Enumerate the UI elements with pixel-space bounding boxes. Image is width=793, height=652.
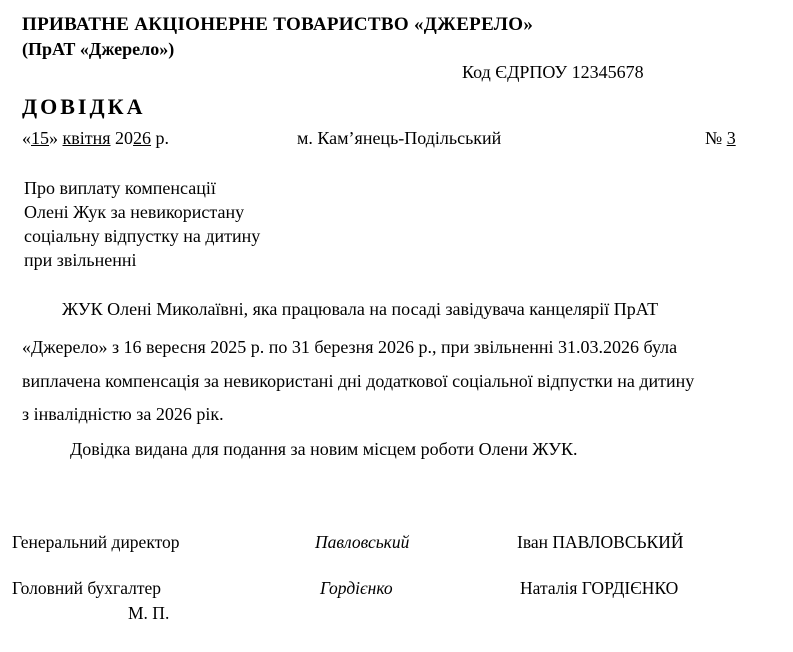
stamp-placeholder: М. П. [128,603,170,623]
date-day: 15 [31,128,49,148]
date-year-abbr: р. [155,128,170,148]
document-title: ДОВІДКА [22,94,146,119]
number-label: № [705,128,723,148]
body-line: Довідка видана для подання за новим місцем роботи Олени ЖУК. [70,439,578,459]
subject-line: при звільненні [24,250,137,270]
date-year-suffix: 26 [133,128,152,148]
edrpou-code: Код ЄДРПОУ 12345678 [462,62,644,82]
document-date [22,128,169,149]
signature-handwritten-accountant: Гордієнко [320,578,393,598]
signature-handwritten-director: Павловський [315,532,410,552]
body-line: ЖУК Олені Миколаївні, яка працювала на посаді завідувача канцелярії ПрАТ [62,299,659,319]
body-line: виплачена компенсація за невикористані дні додаткової соціальної відпустки на дитину [22,371,695,391]
signature-name-director: Іван ПАВЛОВСЬКИЙ [517,532,684,552]
organization-full-name: ПРИВАТНЕ АКЦІОНЕРНЕ ТОВАРИСТВО «ДЖЕРЕЛО» [22,14,534,35]
date-month: квітня [62,128,111,148]
body-line: «Джерело» з 16 вересня 2025 р. по 31 березня 2026 р., при звільненні 31.03.2026 була [22,337,678,357]
document-number [705,128,736,149]
number-value: 3 [726,128,736,148]
subject-line: Олені Жук за невикористану [24,202,245,222]
signature-name-accountant: Наталія ГОРДІЄНКО [520,578,679,598]
date-year-prefix: 20 [115,128,134,148]
subject-line: соціальну відпустку на дитину [24,226,261,246]
date-quote-close: » [49,128,58,148]
signature-position-accountant: Головний бухгалтер [12,578,162,598]
document-subject [24,176,260,272]
body-line: з інвалідністю за 2026 рік. [22,404,224,424]
signature-position-director: Генеральний директор [12,532,180,552]
document-city: м. Кам’янець-Подільський [297,128,502,148]
subject-line: Про виплату компенсації [24,178,216,198]
organization-short-name: (ПрАТ «Джерело») [22,39,175,59]
date-quote-open: « [22,128,31,148]
